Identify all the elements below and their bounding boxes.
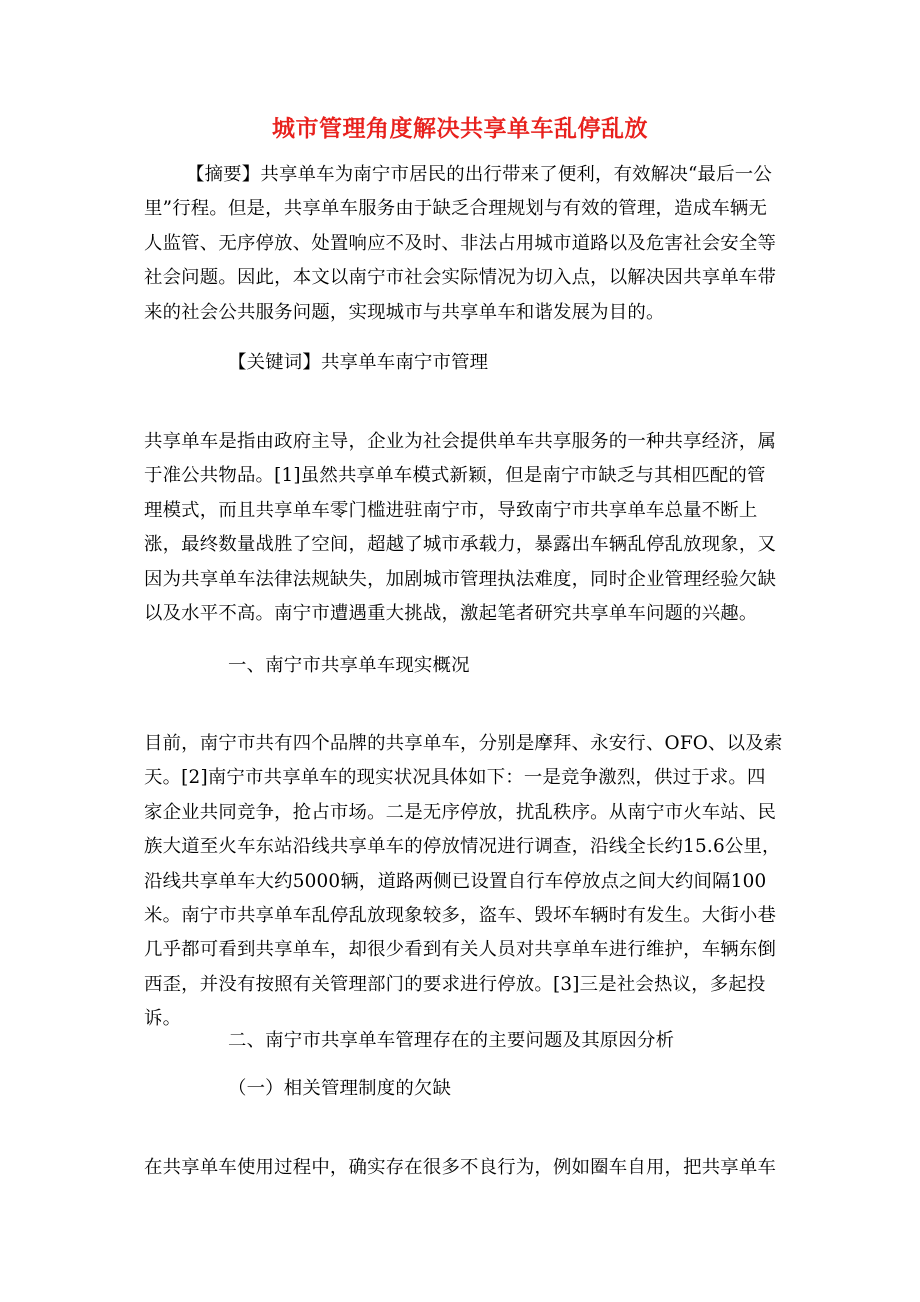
subsection-heading-1: （一）相关管理制度的欠缺	[228, 1078, 452, 1099]
body-paragraph-3: 在共享单车使用过程中，确实存在很多不良行为，例如圈车自用，把共享单车	[144, 1157, 777, 1178]
abstract-paragraph: 【摘要】共享单车为南宁市居民的出行带来了便利，有效解决“最后一公里”行程。但是，共享单车服务由于缺乏合理规划与有效的管理，造成车辆无人监管、无序停放、处置响应不及时、非法占用城市道路以及危害社会安全等社会问题。因此，本文以南宁市社会实际情况为切入点，以解决因共享单车带来的社会公共服务问题，实现城市与共享单车和谐发展为目的。	[144, 164, 777, 323]
section-heading-2: 二、南宁市共享单车管理存在的主要问题及其原因分析	[228, 1030, 675, 1051]
body-paragraph-2: 目前，南宁市共有四个品牌的共享单车，分别是摩拜、永安行、OFO、以及索天。[2]南宁市共享单车的现实状况具体如下：一是竞争激烈，供过于求。四家企业共同竞争，抢占市场。二是无序停放，扰乱秩序。从南宁市火车站、民族大道至火车东站沿线共享单车的停放情况进行调查，沿线全长约15.6公里，沿线共享单车大约5000辆，道路两侧已设置自行车停放点之间大约间隔100米。南宁市共享单车乱停乱放现象较多，盗车、毁坏车辆时有发生。大街小巷几乎都可看到共享单车，却很少看到有关人员对共享单车进行维护，车辆东倒西歪，并没有按照有关管理部门的要求进行停放。[3]三是社会热议，多起投诉。	[144, 733, 783, 1030]
document-title: 城市管理角度解决共享单车乱停乱放	[272, 116, 648, 142]
body-paragraph-1: 共享单车是指由政府主导，企业为社会提供单车共享服务的一种共享经济，属于准公共物品。[1]虽然共享单车模式新颖，但是南宁市缺乏与其相匹配的管理模式，而且共享单车零门槛进驻南宁市，导致南宁市共享单车总量不断上涨，最终数量战胜了空间，超越了城市承载力，暴露出车辆乱停乱放现象，又因为共享单车法律法规缺失，加剧城市管理执法难度，同时企业管理经验欠缺以及水平不高。南宁市遭遇重大挑战，激起笔者研究共享单车问题的兴趣。	[144, 431, 777, 625]
keywords-line: 【关键词】共享单车南宁市管理	[228, 352, 489, 373]
section-heading-1: 一、南宁市共享单车现实概况	[228, 655, 470, 676]
